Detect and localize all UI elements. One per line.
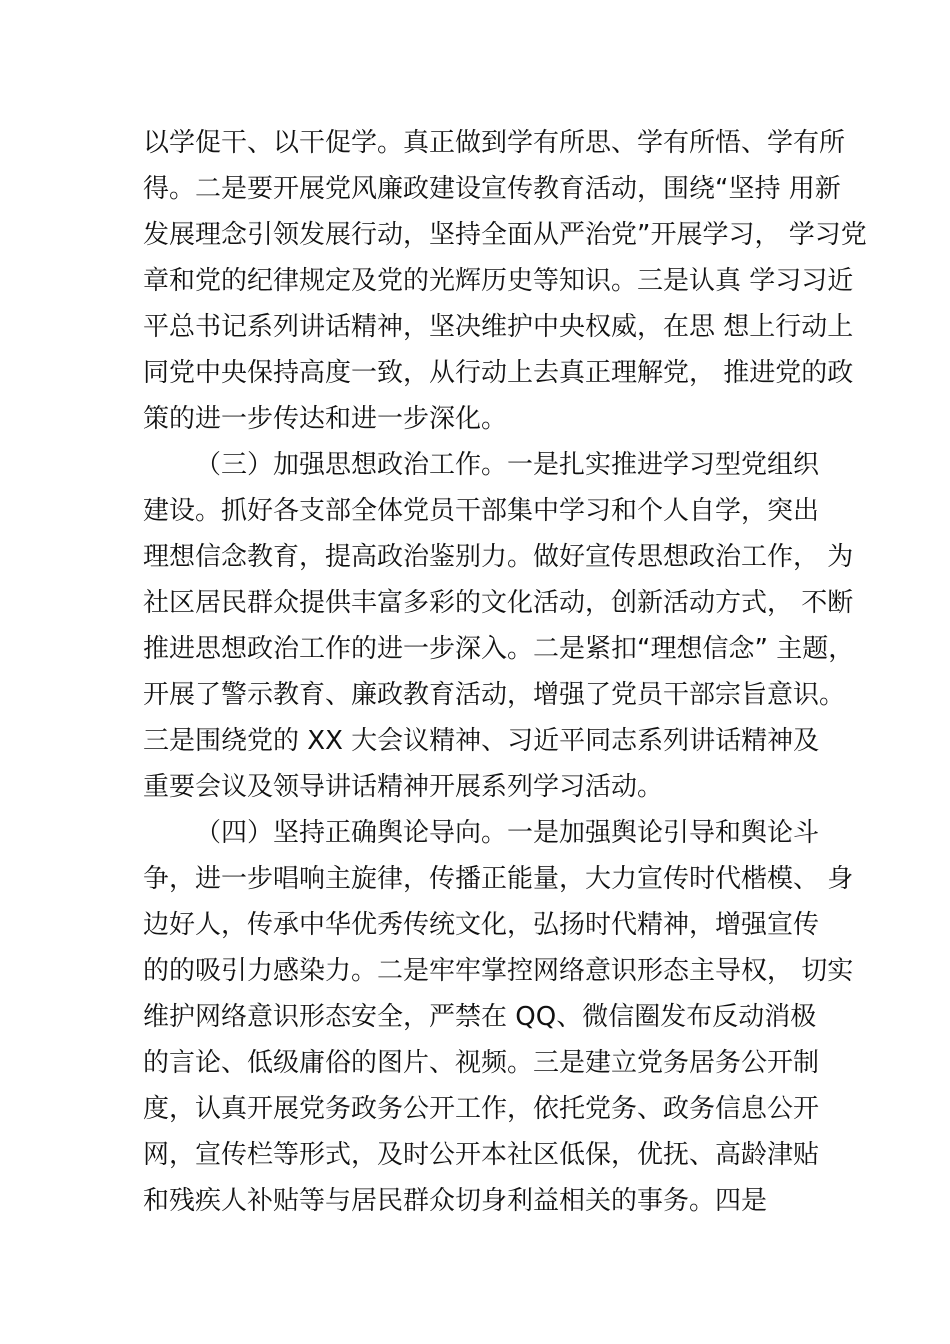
text-line: 三是围绕党的 XX 大会议精神、习近平同志系列讲话精神及 [143,726,820,756]
text-line: 得。二是要开展党风廉政建设宣传教育活动，围绕“坚持 用新 [143,174,841,204]
text-line: 争，进一步唱响主旋律，传播正能量，大力宣传时代楷模、 身 [143,864,854,894]
section-heading-line: （三）加强思想政治工作。一是扎实推进学习型党组织 [195,450,820,480]
text-line: 建设。抓好各支部全体党员干部集中学习和个人自学，突出 [143,496,820,526]
text-line: 边好人，传承中华优秀传统文化，弘扬时代精神，增强宣传 [143,910,820,940]
text-line: 网，宣传栏等形式，及时公开本社区低保，优抚、高龄津贴 [143,1140,820,1170]
text-line: 策的进一步传达和进一步深化。 [143,404,508,434]
text-line: 章和党的纪律规定及党的光辉历史等知识。三是认真 学习习近 [143,266,854,296]
text-line: 平总书记系列讲话精神，坚决维护中央权威，在思 想上行动上 [143,312,854,342]
text-line: 发展理念引领发展行动，坚持全面从严治党”开展学习， 学习党 [143,220,867,250]
text-line: 重要会议及领导讲话精神开展系列学习活动。 [143,772,664,802]
text-line: 社区居民群众提供丰富多彩的文化活动，创新活动方式， 不断 [143,588,854,618]
text-line: 的的吸引力感染力。二是牢牢掌控网络意识形态主导权， 切实 [143,956,854,986]
text-line: 理想信念教育，提高政治鉴别力。做好宣传思想政治工作， 为 [143,542,854,572]
text-line: 开展了警示教育、廉政教育活动，增强了党员干部宗旨意识。 [143,680,846,710]
text-line: 推进思想政治工作的进一步深入。二是紧扣“理想信念” 主题， [143,634,855,664]
text-line: 维护网络意识形态安全，严禁在 QQ、微信圈发布反动消极 [143,1002,817,1032]
text-line: 和残疾人补贴等与居民群众切身利益相关的事务。四是 [143,1186,768,1216]
text-line: 的言论、低级庸俗的图片、视频。三是建立党务居务公开制 [143,1048,820,1078]
section-heading-line: （四）坚持正确舆论导向。一是加强舆论引导和舆论斗 [195,818,820,848]
text-line: 同党中央保持高度一致，从行动上去真正理解党， 推进党的政 [143,358,854,388]
text-line: 度，认真开展党务政务公开工作，依托党务、政务信息公开 [143,1094,820,1124]
text-line: 以学促干、以干促学。真正做到学有所思、学有所悟、学有所 [143,128,846,158]
